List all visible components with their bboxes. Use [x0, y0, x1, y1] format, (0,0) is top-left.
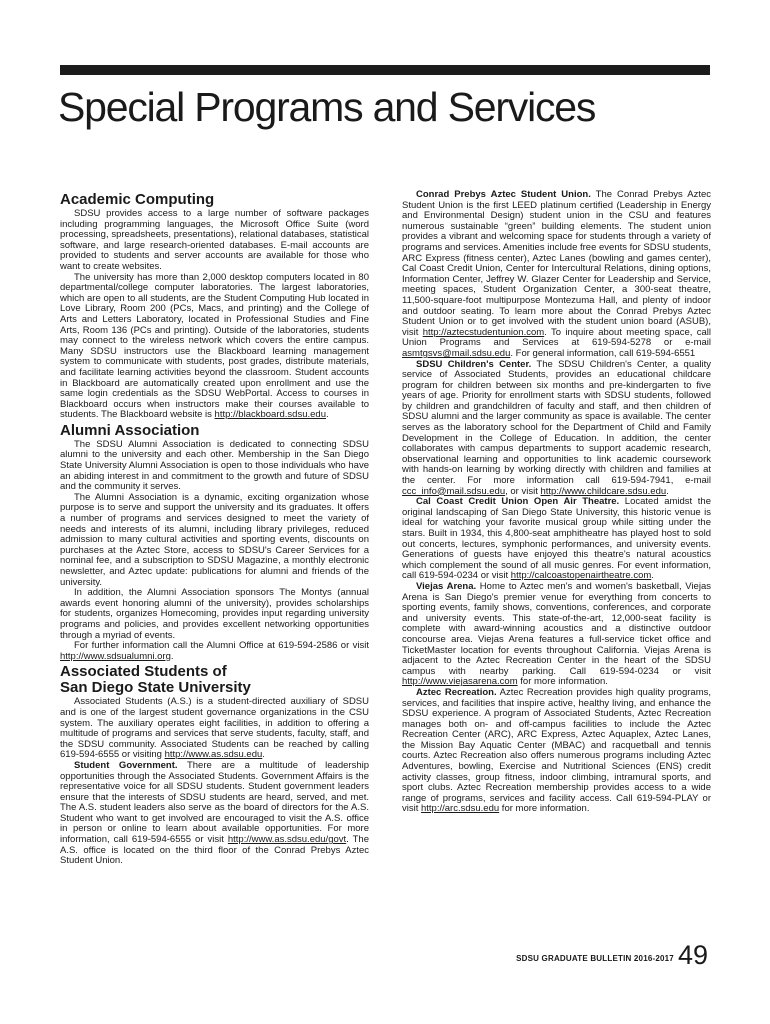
childrens-center-link[interactable]: http://www.childcare.sdsu.edu — [540, 485, 667, 497]
blackboard-link[interactable]: http://blackboard.sdsu.edu — [214, 409, 326, 421]
alumni-paragraph-3: In addition, the Alumni Association sponsors The Montys (annual awards event honoring alumni of the university), provides scholarships for students, organizes Homecoming, provides input regarding university programs and policies, and provides excellent networking opportunities through a myriad of events. — [60, 587, 369, 641]
associated-students-heading: Associated Students of San Diego State University — [60, 663, 251, 697]
left-column — [60, 190, 369, 867]
as-govt-link[interactable]: http://www.as.sdsu.edu/govt — [227, 834, 347, 846]
childrens-email-link[interactable]: ccc_info@mail.sdsu.edu — [402, 485, 506, 497]
viejas-arena-paragraph: Viejas Arena. Home to Aztec men's and women's basketball, Viejas Arena is San Diego's premier venue for everything from concerts to sporting events, family shows, conventions, conferences, and corporate and university events. This state-of-the-art, 12,000-seat facility is complete with award-winning acoustics and a distinctive outdoor concourse area. Viejas Arena features a full-service ticket office and TicketMaster location for events throughout California. Viejas Arena is adjacent to the Aztec Recreation Center in the heart of the SDSU campus with nearby parking. Call 619-594-0234 or visit http://www.viejasarena.com for more information. — [402, 580, 711, 688]
viejas-arena-lead: Viejas Arena. — [416, 580, 477, 592]
header-rule — [60, 65, 710, 75]
footer-bulletin-label: SDSU GRADUATE BULLETIN 2016-2017 — [516, 954, 674, 963]
open-air-theatre-lead: Cal Coast Credit Union Open Air Theatre. — [416, 496, 620, 508]
alumni-paragraph-4: For further information call the Alumni Office at 619-594-2586 or visit http://www.sdsualumni.org. — [60, 640, 369, 662]
page-title: Special Programs and Services — [58, 84, 596, 130]
alumni-link[interactable]: http://www.sdsualumni.org — [60, 650, 171, 662]
as-link[interactable]: http://www.as.sdsu.edu — [164, 749, 263, 761]
aztec-recreation-paragraph: Aztec Recreation. Aztec Recreation provides high quality programs, services, and facilities that inspire active, healthy living, and enhance the SDSU experience. A program of Associated Students, Aztec Recreation manages both on- and off-campus facilities to include the Aztec Recreation Center (ARC), ARC Express, Aztec Aquaplex, Aztec Lanes, the Mission Bay Aquatic Center (MBAC) and racquetball and tennis courts. Aztec Recreation also offers numerous programs including Aztec Adventures, bowling, Exercise and Nutritional Sciences (ENS) credit activity classes, group fitness, indoor climbing, intramural sports, and sport clubs. Aztec Recreation membership provides access to a wide range of programs, services and facility access. Call 619-594-PLAY or visit http://arc.sdsu.edu for more information. — [402, 686, 711, 815]
academic-paragraph-2: The university has more than 2,000 desktop computers located in 80 departmental/college computer laboratories. The largest laboratories, which are open to all students, are the Student Computing Hub located in Love Library, Room 200 (PCs, Macs, and printing) and the College of Arts and Letters Laboratory, located in Professional Studies and Fine Arts, Room 136 (PCs and printing). Outside of the laboratories, students may connect to the wireless network which covers the entire campus. Many SDSU instructors use the Blackboard learning management system to communicate with students, post grades, distribute materials, and facilitate learning activities beyond the classroom. Student accounts in Blackboard are automatically created upon enrollment and use the same login credentials as the SDSU WebPortal. Access to courses in Blackboard occurs when instructors make their courses available to students. The Blackboard website is http://blackboard.sdsu.edu. — [60, 271, 369, 421]
alumni-paragraph-2: The Alumni Association is a dynamic, exciting organization whose purpose is to serve and support the university and its graduates. It offers a number of programs and services designed to meet the variety of needs and interests of its alumni, including library privileges, reduced admission to many cultural activities and sporting events, discounts on purchases at the Aztec Store, access to SDSU's Career Services for a nominal fee, and a subscription to SDSU Magazine, a monthly electronic newsletter, and Aztec update: publications for alumni and friends of the university. — [60, 491, 369, 588]
student-union-link[interactable]: http://aztecstudentunion.com — [422, 326, 545, 338]
student-government-lead: Student Government. — [74, 759, 178, 771]
student-government-paragraph: Student Government. There are a multitude of leadership opportunities through the Associated Students. Government Affairs is the representative voice for all SDSU students. Student government leaders ensure that the interests of SDSU students are heard, served, and met. The A.S. student leaders also serve as the board of directors for the A.S. Student who want to get involved are encouraged to visit the A.S. office in person or online to learn about available opportunities. For more information, call 619-594-6555 or visit http://www.as.sdsu.edu/govt. The A.S. office is located on the third floor of the Conrad Prebys Aztec Student Union. — [60, 759, 369, 867]
student-union-paragraph: Conrad Prebys Aztec Student Union. The Conrad Prebys Aztec Student Union is the first LEED platinum certified (Leadership in Energy and Environmental Design) student union in the CSU and features numerous sustainable “green” building elements. The student union provides a vibrant and welcoming space for students through a variety of programs and services. Amenities include free events for SDSU students, ARC Express (fitness center), Aztec Lanes (bowling and games center), Cal Coast Credit Union, Center for Intercultural Relations, dining options, Information Center, Jeffrey W. Glazer Center for Leadership and Service, meeting spaces, Student Organization Center, a 300-seat theatre, 11,500-square-foot multipurpose Montezuma Hall, and plenty of indoor and outdoor seating. To learn more about the Conrad Prebys Aztec Student Union or to get involved with the student union board (ASUB), visit http://aztecstudentunion.com. To inquire about meeting space, call Union Programs and Services at 619-594-5278 or e-mail asmtgsvs@mail.sdsu.edu. For general information, call 619-594-6551 — [402, 189, 712, 359]
page-number: 49 — [677, 940, 708, 970]
viejas-arena-link[interactable]: http://www.viejasarena.com — [402, 676, 518, 688]
childrens-center-paragraph: SDSU Children's Center. The SDSU Children's Center, a quality service of Associated Students, provides an educational childcare program for children between six months and pre-kindergarten to five years of age. Priority for enrollment starts with SDSU students, followed by children and grandchildren of faculty and staff, and then children of SDSU alumni and the larger community as space is available. The center serves as the laboratory school for the Department of Child and Family Development in the College of Education. In addition, the center collaborates with campus departments to support academic research, observational learning and opportunities to link academic coursework with hands-on learning by working directly with children and families at the center. For more information call 619-594-7941, e-mail ccc_info@mail.sdsu.edu, or visit http://www.childcare.sdsu.edu. — [402, 358, 711, 497]
right-column — [402, 190, 711, 815]
academic-paragraph-1: SDSU provides access to a large number of software packages including programming languages, the Microsoft Office Suite (word processing, spreadsheets, presentations), relational databases, statistical software, and large research-oriented databases. E-mail accounts are provided to students and server accounts are available for those who want to create websites. — [60, 208, 369, 272]
childrens-center-lead: SDSU Children's Center. — [416, 358, 532, 370]
alumni-paragraph-1: The SDSU Alumni Association is dedicated to connecting SDSU alumni to the university and each other. Membership in the San Diego State University Alumni Association is open to those individuals who have an abiding interest in and commitment to the growth and future of SDSU and the community it serves. — [60, 438, 369, 493]
aztec-recreation-link[interactable]: http://arc.sdsu.edu — [421, 803, 500, 815]
open-air-theatre-link[interactable]: http://calcoastopenairtheatre.com — [510, 570, 652, 582]
alumni-association-heading: Alumni Association — [60, 421, 200, 439]
open-air-theatre-paragraph: Cal Coast Credit Union Open Air Theatre. Located amidst the original landscaping of San Diego State University, this historic venue is ideal for watching your favorite musical group while sitting under the stars. Built in 1934, this 4,800-seat amphitheatre has played host to sold out concerts, lectures, symphonic performances, and university events. Generations of guests have enjoyed this theatre's natural acoustics which complement the sound of all music genres. For event information, call 619-594-0234 or visit http://calcoastopenairtheatre.com. — [402, 496, 711, 582]
student-union-lead: Conrad Prebys Aztec Student Union. — [416, 189, 591, 200]
aztec-recreation-lead: Aztec Recreation. — [416, 686, 497, 698]
associated-students-paragraph: Associated Students (A.S.) is a student-directed auxiliary of SDSU and is one of the largest student governance organizations in the CSU system. The auxiliary operates eight facilities, in addition to offering a multitude of programs and services that serve students, faculty, staff, and the SDSU community. Associated Students can be reached by calling 619-594-6555 or visiting http://www.as.sdsu.edu. — [60, 696, 369, 761]
page-footer — [516, 940, 708, 971]
union-email-link[interactable]: asmtgsvs@mail.sdsu.edu — [402, 347, 511, 359]
academic-computing-heading: Academic Computing — [60, 191, 215, 208]
